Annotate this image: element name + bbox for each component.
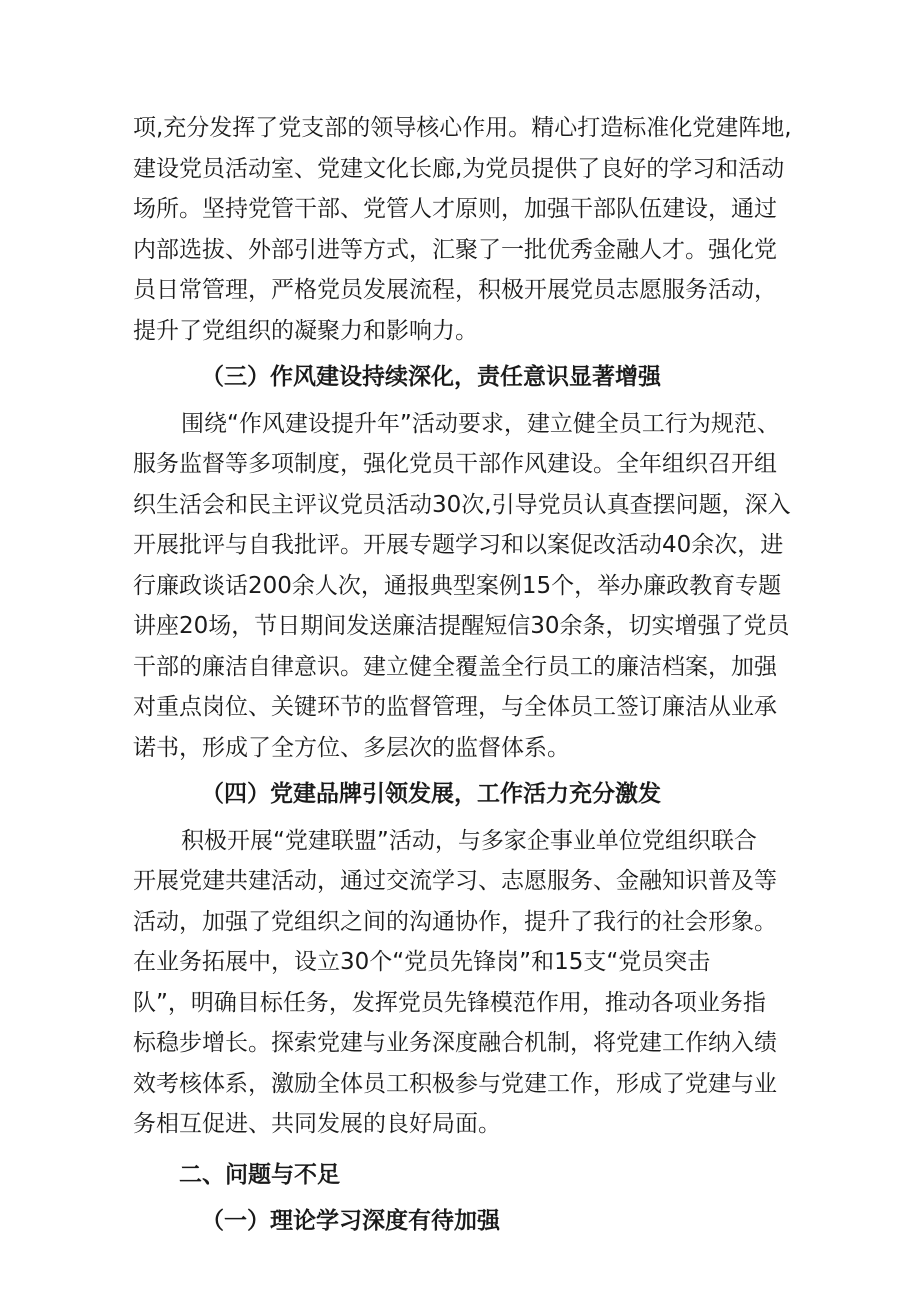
paragraph-line: 提升了党组织的凝聚力和影响力。 [133, 317, 478, 344]
chapter-heading-2: 二、问题与不足 [179, 1161, 340, 1188]
paragraph-line: 内部选拔、外部引进等方式，汇聚了一批优秀金融人才。强化党 [133, 236, 777, 263]
paragraph-line: 讲座20场，节日期间发送廉洁提醒短信30余条，切实增强了党员 [133, 613, 790, 639]
paragraph-line: 对重点岗位、关键环节的监督管理，与全体员工签订廉洁从业承 [133, 694, 777, 720]
paragraph-line: 活动，加强了党组织之间的沟通协作，提升了我行的社会形象。 [133, 908, 777, 935]
paragraph-line: 场所。坚持党管干部、党管人才原则，加强干部队伍建设，通过 [133, 196, 777, 222]
paragraph-line: 务相互促进、共同发展的良好局面。 [133, 1111, 501, 1137]
paragraph-line: 织生活会和民主评议党员活动30次,引导党员认真查摆问题，深入 [133, 491, 791, 518]
paragraph-line: 开展党建共建活动，通过交流学习、志愿服务、金融知识普及等 [133, 868, 777, 894]
paragraph-line: 积极开展“党建联盟”活动，与多家企事业单位党组织联合 [181, 827, 757, 854]
section-heading-3: （三）作风建设持续深化，责任意识显著增强 [201, 364, 661, 390]
paragraph-line: 行廉政谈话200余人次，通报典型案例15个，举办廉政教育专题 [133, 572, 782, 599]
paragraph-line: 员日常管理，严格党员发展流程，积极开展党员志愿服务活动， [133, 277, 777, 303]
paragraph-line: 队”，明确目标任务，发挥党员先锋模范作用，推动各项业务指 [133, 989, 766, 1016]
paragraph-line: 标稳步增长。探索党建与业务深度融合机制，将党建工作纳入绩 [133, 1030, 777, 1056]
paragraph-line: 开展批评与自我批评。开展专题学习和以案促改活动40余次，进 [133, 532, 784, 558]
paragraph-line: 建设党员活动室、党建文化长廊,为党员提供了良好的学习和活动 [133, 155, 785, 182]
paragraph-intro [133, 108, 793, 351]
paragraph-3 [133, 404, 793, 769]
section-heading-4: （四）党建品牌引领发展，工作活力充分激发 [201, 781, 661, 807]
paragraph-4 [133, 821, 793, 1145]
paragraph-line: 诺书，形成了全方位、多层次的监督体系。 [133, 734, 570, 761]
paragraph-line: 服务监督等多项制度，强化党员干部作风建设。全年组织召开组 [133, 451, 777, 477]
paragraph-line: 干部的廉洁自律意识。建立健全覆盖全行员工的廉洁档案，加强 [133, 653, 777, 680]
paragraph-line: 项,充分发挥了党支部的领导核心作用。精心打造标准化党建阵地, [133, 115, 792, 141]
paragraph-line: 效考核体系，激励全体员工积极参与党建工作，形成了党建与业 [133, 1070, 777, 1097]
section-heading-2-1: （一）理论学习深度有待加强 [201, 1208, 500, 1234]
paragraph-line: 在业务拓展中，设立30个“党员先锋岗”和15支“党员突击 [133, 949, 711, 975]
paragraph-line: 围绕“作风建设提升年”活动要求，建立健全员工行为规范、 [181, 410, 780, 437]
document-body [133, 108, 793, 1248]
